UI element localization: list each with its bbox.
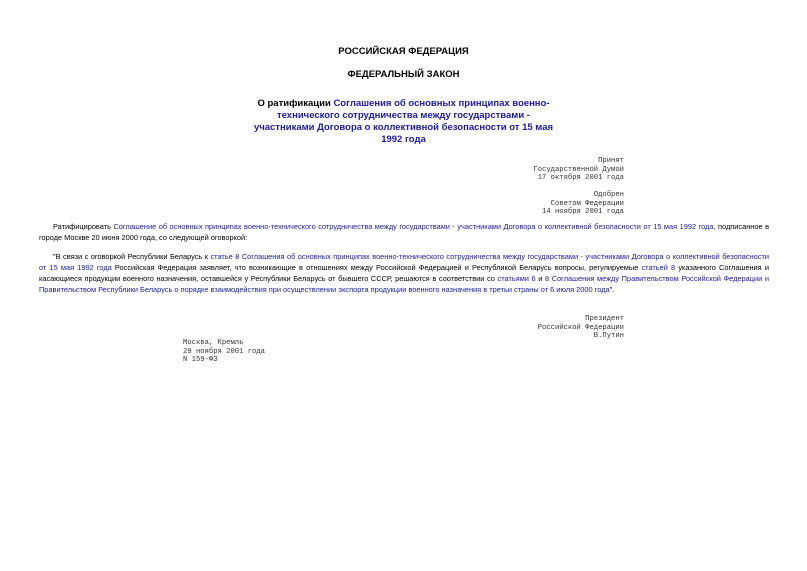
law-title [250, 98, 557, 146]
approved-label: Одобрен [593, 191, 624, 199]
adopted-date: 17 октября 2001 года [537, 174, 624, 183]
approval-block [542, 191, 624, 217]
p2-text-5: ". [609, 285, 615, 294]
approved-body: Советом Федерации [550, 199, 624, 208]
ratification-paragraph [39, 221, 769, 243]
signature-name: В.Путин [593, 332, 624, 341]
p2-text-1: "В связи с оговоркой Республики Беларусь к [53, 252, 211, 261]
title-agreement-link[interactable]: Соглашения об основных принципах военно-технического сотрудничества между государствами - участниками Договора о коллективной безопасности от 15 мая 1992 года [253, 98, 554, 145]
signature-country: Российской Федерации [537, 323, 624, 332]
p1-agreement-link[interactable]: Соглашение об основных принципах военно-технического сотрудничества между государствами - участниками Договора о коллективной безопасности от 15 мая 1992 года [113, 222, 714, 231]
p2-article8-link[interactable]: статье 8 Соглашения об основных принципах военно-технического сотрудничества между государствами - участниками Договора о коллективной безопасности от 15 мая 1992 года [39, 252, 769, 272]
law-number: N 159-ФЗ [183, 356, 218, 365]
adoption-block [533, 157, 624, 183]
adopted-body: Государственной Думой [533, 165, 624, 174]
adopted-label: Принят [598, 157, 624, 165]
p2-text-3: указанного Соглашения и касающиеся продукции военного назначения, оставшейся у Республики Беларусь от бывшего СССР, решаются в соответствии со [39, 263, 769, 283]
p1-text-2: , подписанное в городе Москве 20 июня 2000 года, со следующей оговоркой: [39, 222, 769, 242]
p2-articles6-link[interactable]: статьями 6 [497, 274, 536, 283]
signature-block [538, 315, 624, 341]
law-type-heading: ФЕДЕРАЛЬНЫЙ ЗАКОН [347, 69, 460, 80]
signing-date: 29 ноября 2001 года [183, 347, 265, 356]
p2-article8-short-link[interactable]: статьей 8 [641, 263, 676, 272]
approved-date: 14 ноября 2001 года [542, 208, 624, 217]
title-prefix: О ратификации [257, 98, 334, 109]
reservation-paragraph [39, 251, 769, 295]
signature-title: Президент [585, 315, 624, 323]
place-date-block [183, 339, 265, 365]
p1-text-1: Ратифицировать [53, 222, 114, 231]
country-heading: РОССИЙСКАЯ ФЕДЕРАЦИЯ [338, 46, 469, 57]
p2-text-2: Российская Федерация заявляет, что возникающие в отношениях между Российской Федерацией и Республикой Беларусь вопросы, регулируемые [111, 263, 642, 272]
p2-agreement-2000-link[interactable]: 8 Соглашения между Правительством Российской Федерации и Правительством Республики Беларусь о порядке взаимодействия при осуществлении экспорта продукции военного назначения в третьи страны от 6 июля 2000 года [39, 274, 769, 294]
place: Москва, Кремль [183, 339, 244, 347]
p2-text-4: и [535, 274, 546, 283]
